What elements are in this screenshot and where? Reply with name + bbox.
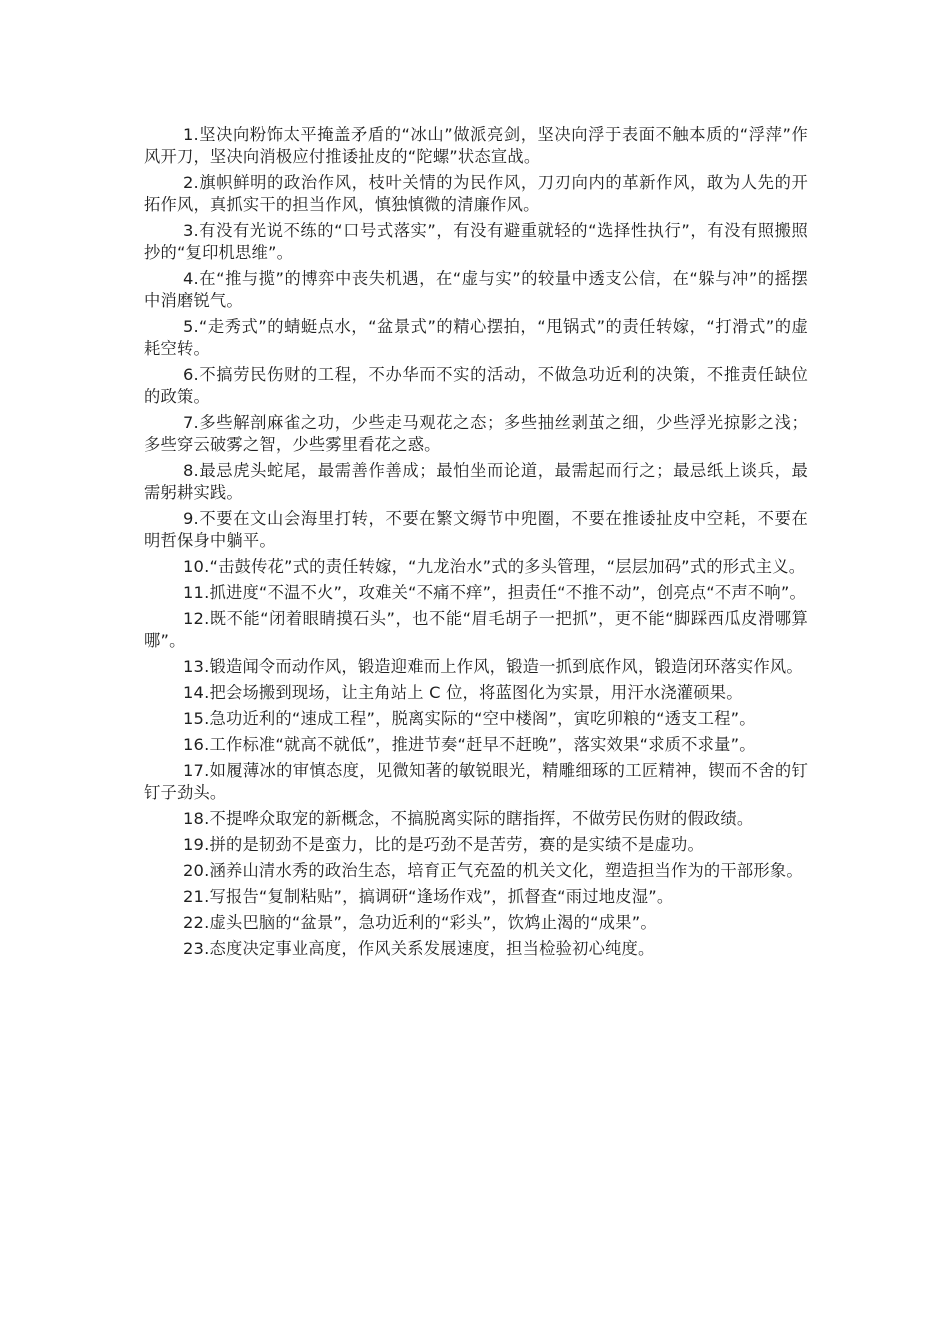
paragraph-11: 11.抓进度“不温不火”，攻难关“不痛不痒”，担责任“不推不动”，创亮点“不声不响”。 xyxy=(183,583,806,602)
paragraph-17: 17.如履薄冰的审慎态度，见微知著的敏锐眼光，精雕细琢的工匠精神，锲而不舍的钉钉子劲头。 xyxy=(144,761,808,802)
paragraph-2: 2.旗帜鲜明的政治作风，枝叶关情的为民作风，刀刃向内的革新作风，敢为人先的开拓作风，真抓实干的担当作风，慎独慎微的清廉作风。 xyxy=(144,173,808,214)
paragraph-16: 16.工作标准“就高不就低”，推进节奏“赶早不赶晚”，落实效果“求质不求量”。 xyxy=(183,735,756,754)
paragraph-19: 19.拼的是韧劲不是蛮力，比的是巧劲不是苦劳，赛的是实绩不是虚功。 xyxy=(183,835,704,854)
paragraph-13: 13.锻造闻令而动作风，锻造迎难而上作风，锻造一抓到底作风，锻造闭环落实作风。 xyxy=(183,657,803,676)
paragraph-7: 7.多些解剖麻雀之功，少些走马观花之态；多些抽丝剥茧之细，少些浮光掠影之浅；多些穿云破雾之智，少些雾里看花之惑。 xyxy=(144,413,808,454)
paragraph-21: 21.写报告“复制粘贴”，搞调研“逢场作戏”，抓督查“雨过地皮湿”。 xyxy=(183,887,674,906)
paragraph-4: 4.在“推与揽”的博弈中丧失机遇，在“虚与实”的较量中透支公信，在“躲与冲”的摇摆中消磨锐气。 xyxy=(144,269,808,310)
paragraph-8: 8.最忌虎头蛇尾，最需善作善成；最怕坐而论道，最需起而行之；最忌纸上谈兵，最需躬耕实践。 xyxy=(144,461,808,502)
paragraph-6: 6.不搞劳民伤财的工程，不办华而不实的活动，不做急功近利的决策，不推责任缺位的政策。 xyxy=(144,365,808,406)
paragraph-23: 23.态度决定事业高度，作风关系发展速度，担当检验初心纯度。 xyxy=(183,939,655,958)
paragraph-14: 14.把会场搬到现场，让主角站上 C 位，将蓝图化为实景，用汗水浇灌硕果。 xyxy=(183,683,743,702)
paragraph-22: 22.虚头巴脑的“盆景”，急功近利的“彩头”，饮鸩止渴的“成果”。 xyxy=(183,913,657,932)
paragraph-20: 20.涵养山清水秀的政治生态，培育正气充盈的机关文化，塑造担当作为的干部形象。 xyxy=(183,861,803,880)
paragraph-12: 12.既不能“闭着眼睛摸石头”，也不能“眉毛胡子一把抓”，更不能“脚踩西瓜皮滑哪算哪”。 xyxy=(144,609,808,650)
paragraph-9: 9.不要在文山会海里打转，不要在繁文缛节中兜圈，不要在推诿扯皮中空耗，不要在明哲保身中躺平。 xyxy=(144,509,808,550)
paragraph-15: 15.急功近利的“速成工程”，脱离实际的“空中楼阁”，寅吃卯粮的“透支工程”。 xyxy=(183,709,756,728)
paragraph-1: 1.坚决向粉饰太平掩盖矛盾的“冰山”做派亮剑，坚决向浮于表面不触本质的“浮萍”作风开刀，坚决向消极应付推诿扯皮的“陀螺”状态宣战。 xyxy=(144,125,808,166)
paragraph-18: 18.不提哗众取宠的新概念，不搞脱离实际的瞎指挥，不做劳民伤财的假政绩。 xyxy=(183,809,754,828)
paragraph-5: 5.“走秀式”的蜻蜓点水，“盆景式”的精心摆拍，“甩锅式”的责任转嫁，“打滑式”的虚耗空转。 xyxy=(144,317,808,358)
paragraph-3: 3.有没有光说不练的“口号式落实”，有没有避重就轻的“选择性执行”，有没有照搬照抄的“复印机思维”。 xyxy=(144,221,808,262)
paragraph-10: 10.“击鼓传花”式的责任转嫁，“九龙治水”式的多头管理，“层层加码”式的形式主义。 xyxy=(183,557,806,576)
